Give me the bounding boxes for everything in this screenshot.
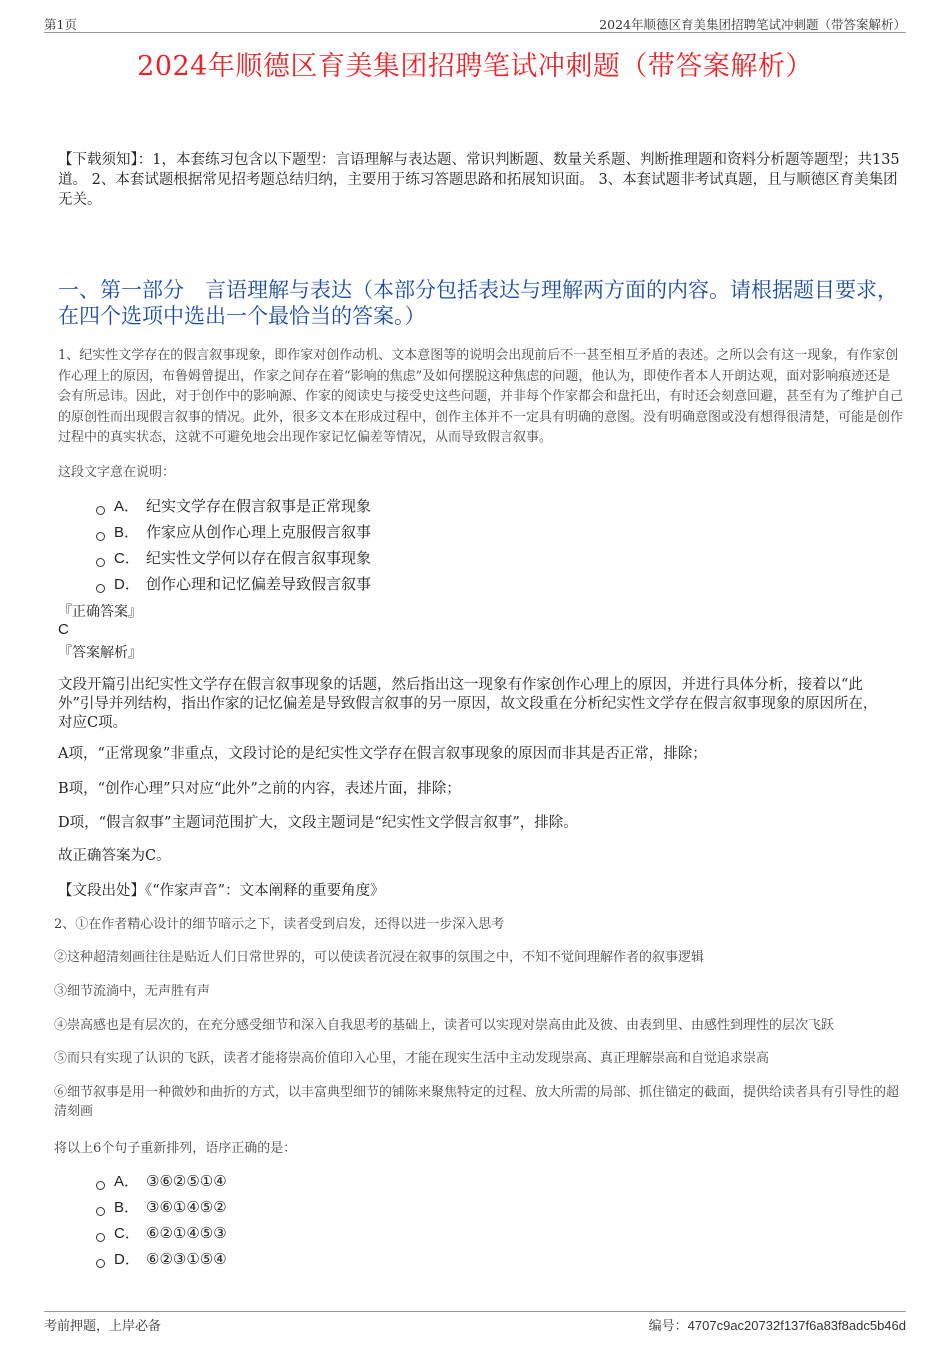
question-1-stem: 这段文字意在说明： xyxy=(58,465,176,480)
option-a[interactable]: A． 纪实文学存在假言叙事是正常现象 xyxy=(96,493,371,519)
radio-icon[interactable] xyxy=(96,1233,105,1242)
question-2-sentence: ⑤而只有实现了认识的飞跃，读者才能将崇高价值印入心里，才能在现实生活中主动发现崇高、真正理解崇高和自觉追求崇高 xyxy=(54,1051,770,1066)
document-id: 编号：4707c9ac20732f137f6a83f8adc5b46d xyxy=(648,1318,906,1333)
correct-answer-label: 『正确答案』 xyxy=(58,604,142,620)
option-b[interactable]: B． 作家应从创作心理上克服假言叙事 xyxy=(96,519,371,545)
page-footer xyxy=(44,1311,906,1334)
page-title: 2024年顺德区育美集团招聘笔试冲刺题（带答案解析） xyxy=(137,51,813,82)
download-notice: 【下载须知】：1，本套练习包含以下题型：言语理解与表达题、常识判断题、数量关系题、判断推理题和资料分析题等题型；共135道。 2、本套试题根据常见招考题总结归纳，主要用于练习答题思路和拓展知识面。 3、本套试题非考试真题，且与顺德区育美集团无关。 xyxy=(58,152,900,208)
radio-icon[interactable] xyxy=(96,1207,105,1216)
question-2-sentence: ④崇高感也是有层次的，在充分感受细节和深入自我思考的基础上，读者可以实现对崇高由此及彼、由表到里、由感性到理性的层次飞跃 xyxy=(54,1018,835,1033)
analysis-option-d: D项，“假言叙事”主题词范围扩大，文段主题词是“纪实性文学假言叙事”，排除。 xyxy=(58,815,578,831)
analysis-label: 『答案解析』 xyxy=(58,645,142,661)
footer-slogan: 考前押题，上岸必备 xyxy=(44,1319,162,1334)
option-d[interactable]: D． 创作心理和记忆偏差导致假言叙事 xyxy=(96,571,371,597)
analysis-conclusion: 故正确答案为C。 xyxy=(58,848,171,864)
radio-icon[interactable] xyxy=(96,584,105,593)
passage-source: 【文段出处】《“作家声音”：文本阐释的重要角度》 xyxy=(58,883,385,899)
analysis-option-b: B项，“创作心理”只对应“此外”之前的内容，表述片面，排除； xyxy=(58,781,461,797)
section-heading: 一、第一部分 言语理解与表达（本部分包括表达与理解两方面的内容。请根据题目要求，在四个选项中选出一个最恰当的答案。） xyxy=(58,278,898,328)
page-header xyxy=(44,14,906,33)
question-2-sentence: ②这种超清刻画往往是贴近人们日常世界的，可以使读者沉浸在叙事的氛围之中，不知不觉间理解作者的叙事逻辑 xyxy=(54,950,705,965)
correct-answer: C xyxy=(58,621,69,638)
question-2-sentence: ③细节流淌中，无声胜有声 xyxy=(54,984,211,999)
page-number: 第1页 xyxy=(44,17,77,32)
option-a[interactable]: A． ③⑥②⑤①④ xyxy=(96,1168,227,1194)
radio-icon[interactable] xyxy=(96,1259,105,1268)
analysis-option-a: A项，“正常现象”非重点，文段讨论的是纪实性文学存在假言叙事现象的原因而非其是否正常，排除； xyxy=(58,746,707,762)
question-2-sentence: 2、①在作者精心设计的细节暗示之下，读者受到启发，还得以进一步深入思考 xyxy=(54,917,505,932)
option-c[interactable]: C． 纪实性文学何以存在假言叙事现象 xyxy=(96,545,371,571)
option-b[interactable]: B． ③⑥①④⑤② xyxy=(96,1194,227,1220)
radio-icon[interactable] xyxy=(96,532,105,541)
radio-icon[interactable] xyxy=(96,1181,105,1190)
analysis-paragraph: 文段开篇引出纪实性文学存在假言叙事现象的话题，然后指出这一现象有作家创作心理上的原因，并进行具体分析，接着以“此外”引导并列结构，指出作家的记忆偏差是导致假言叙事的另一原因，故文段重在分析纪实性文学存在假言叙事现象的原因所在，对应C项。 xyxy=(58,677,878,731)
radio-icon[interactable] xyxy=(96,506,105,515)
header-doc-title: 2024年顺德区育美集团招聘笔试冲刺题（带答案解析） xyxy=(599,17,906,32)
question-2-sentence: ⑥细节叙事是用一种微妙和曲折的方式，以丰富典型细节的铺陈来聚焦特定的过程、放大所需的局部、抓住锚定的截面，提供给读者具有引导性的超清刻画 xyxy=(54,1085,900,1119)
option-c[interactable]: C． ⑥②①④⑤③ xyxy=(96,1220,227,1246)
question-1-options xyxy=(96,493,371,597)
question-2-options xyxy=(96,1168,227,1272)
radio-icon[interactable] xyxy=(96,558,105,567)
option-d[interactable]: D． ⑥②③①⑤④ xyxy=(96,1246,227,1272)
question-1-passage: 1、纪实性文学存在的假言叙事现象，即作家对创作动机、文本意图等的说明会出现前后不一甚至相互矛盾的表述。之所以会有这一现象，有作家创作心理上的原因，布鲁姆曾提出，作家之间存在着“影响的焦虑”及如何摆脱这种焦虑的问题，他认为，即使作者本人开朗达观，面对影响痕迹还是会有所忌讳。因此，对于创作中的影响源、作家的阅读史与接受史这些问题，并非每个作家都会和盘托出，有时还会刻意回避，甚至有为了维护自己的原创性而出现假言叙事的情况。此外，很多文本在形成过程中，创作主体并不一定具有明确的意图。没有明确意图或没有想得很清楚，可能是创作过程中的真实状态，这就不可避免地会出现作家记忆偏差等情况，从而导致假言叙事。 xyxy=(58,348,904,445)
question-2-stem: 将以上6个句子重新排列，语序正确的是： xyxy=(54,1141,297,1156)
